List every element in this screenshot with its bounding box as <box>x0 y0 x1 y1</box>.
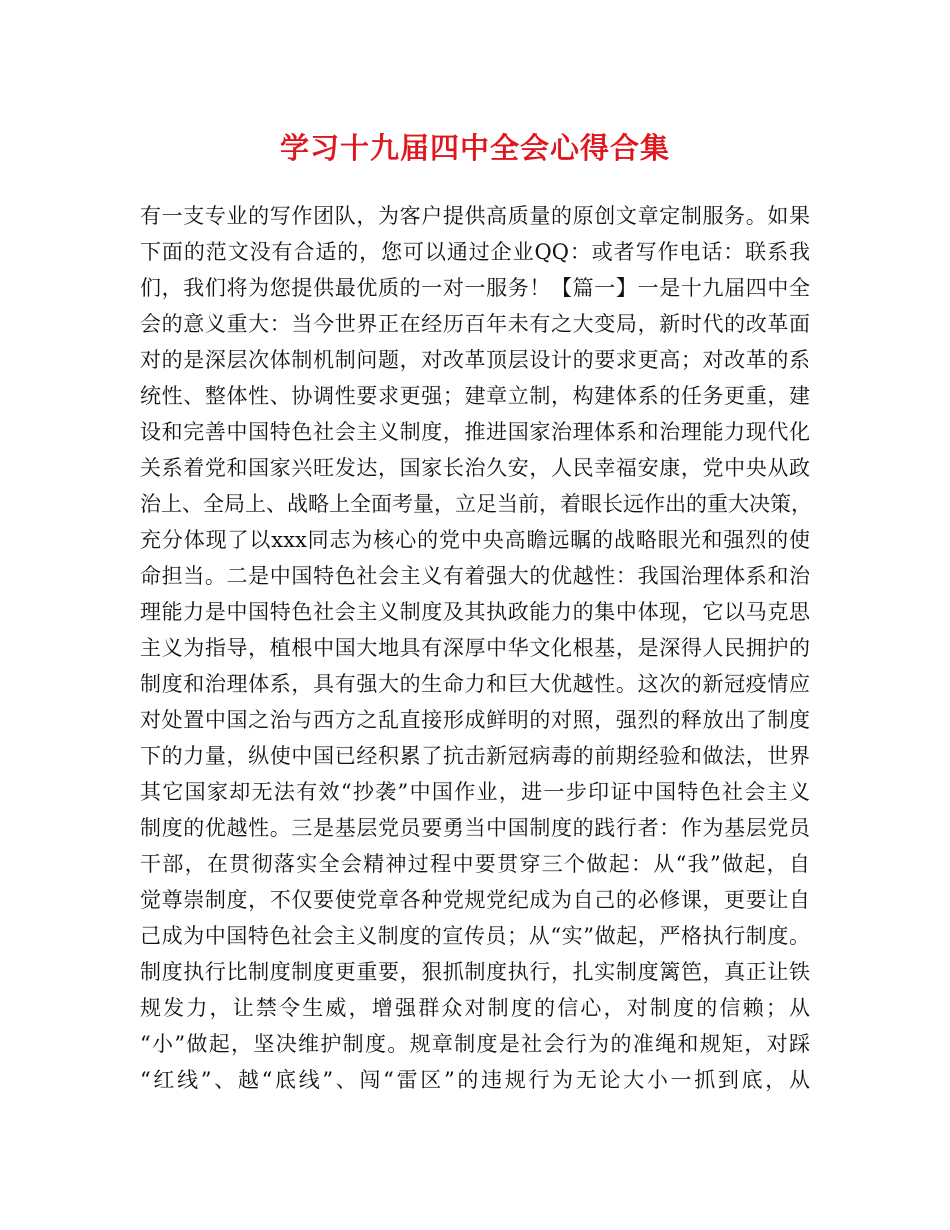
paragraph-line: 关系着党和国家兴旺发达，国家长治久安，人民幸福安康，党中央从政 <box>140 456 810 480</box>
paragraph-line: 充分体现了以xxx同志为核心的党中央高瞻远瞩的战略眼光和强烈的使 <box>140 528 810 552</box>
paragraph-line: 下面的范文没有合适的，您可以通过企业QQ：或者写作电话：联系我 <box>140 240 810 264</box>
paragraph-line: 干部，在贯彻落实全会精神过程中要贯穿三个做起：从“我”做起，自 <box>140 852 810 876</box>
paragraph-line: 制度的优越性。三是基层党员要勇当中国制度的践行者：作为基层党员 <box>140 816 810 840</box>
paragraph-line: 己成为中国特色社会主义制度的宣传员；从“实”做起，严格执行制度。 <box>140 924 810 948</box>
paragraph-line: 有一支专业的写作团队，为客户提供高质量的原创文章定制服务。如果 <box>140 204 810 228</box>
paragraph-line: 治上、全局上、战略上全面考量，立足当前，着眼长远作出的重大决策， <box>140 492 812 516</box>
paragraph-line: 制度和治理体系，具有强大的生命力和巨大优越性。这次的新冠疫情应 <box>140 672 810 696</box>
paragraph-line: 规发力，让禁令生威，增强群众对制度的信心，对制度的信赖；从 <box>140 996 810 1020</box>
paragraph-line: 们，我们将为您提供最优质的一对一服务！【篇一】一是十九届四中全 <box>140 276 810 300</box>
paragraph-line: 下的力量，纵使中国已经积累了抗击新冠病毒的前期经验和做法，世界 <box>140 744 810 768</box>
paragraph-line: 其它国家却无法有效“抄袭”中国作业，进一步印证中国特色社会主义 <box>140 780 810 804</box>
paragraph-line: “小”做起，坚决维护制度。规章制度是社会行为的准绳和规矩，对踩 <box>140 1032 810 1056</box>
paragraph-line: 设和完善中国特色社会主义制度，推进国家治理体系和治理能力现代化 <box>140 420 810 444</box>
paragraph-line: 命担当。二是中国特色社会主义有着强大的优越性：我国治理体系和治 <box>140 564 810 588</box>
paragraph-line: 对的是深层次体制机制问题，对改革顶层设计的要求更高；对改革的系 <box>140 348 810 372</box>
paragraph-line: 制度执行比制度制度更重要，狠抓制度执行，扎实制度篱笆，真正让铁 <box>140 960 810 984</box>
document-title: 学习十九届四中全会心得合集 <box>279 131 670 165</box>
paragraph-line: 觉尊崇制度，不仅要使党章各种党规党纪成为自己的必修课，更要让自 <box>140 888 810 912</box>
paragraph-line: 会的意义重大：当今世界正在经历百年未有之大变局，新时代的改革面 <box>140 312 810 336</box>
paragraph-line: 统性、整体性、协调性要求更强；建章立制，构建体系的任务更重，建 <box>140 384 810 408</box>
paragraph-line: 主义为指导，植根中国大地具有深厚中华文化根基，是深得人民拥护的 <box>140 636 810 660</box>
paragraph-line: 理能力是中国特色社会主义制度及其执政能力的集中体现，它以马克思 <box>140 600 810 624</box>
paragraph-line: “红线”、越“底线”、闯“雷区”的违规行为无论大小一抓到底，从 <box>140 1068 810 1092</box>
paragraph-line: 对处置中国之治与西方之乱直接形成鲜明的对照，强烈的释放出了制度 <box>140 708 810 732</box>
